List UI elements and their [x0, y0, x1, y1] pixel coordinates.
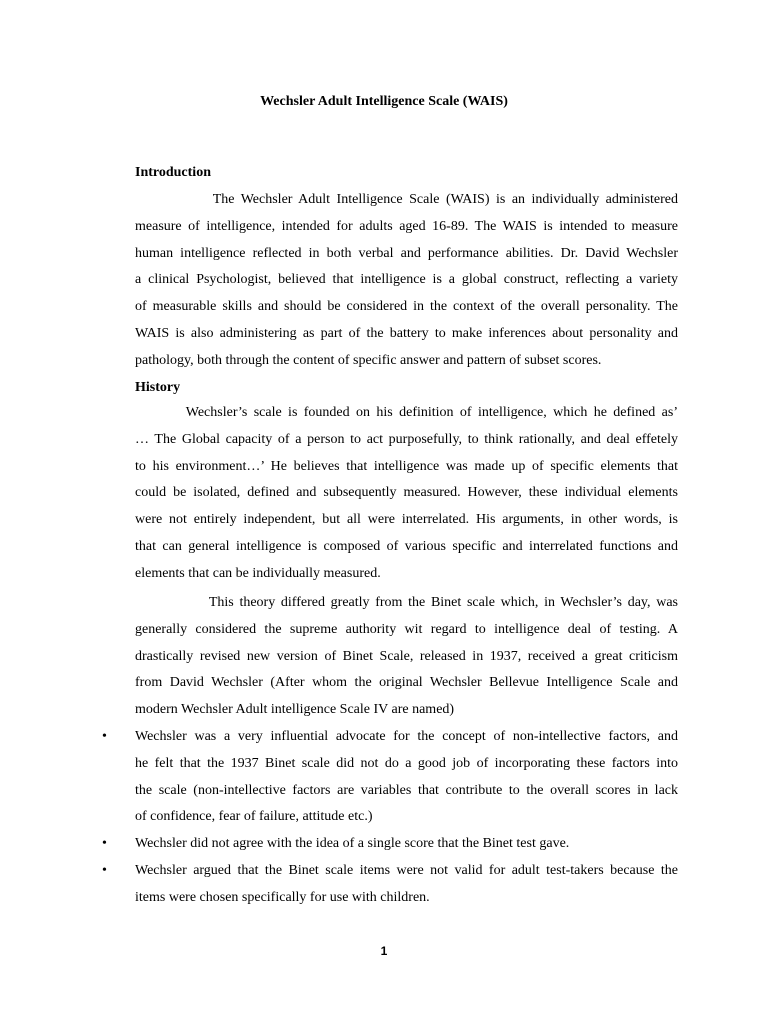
text-line: pathology, both through the content of specific answer and pattern of subset scores. — [135, 352, 602, 368]
text-line: WAIS is also administering as part of the battery to make inferences about personality and — [135, 325, 678, 341]
bullet-marker: • — [102, 862, 107, 878]
text-line: … The Global capacity of a person to act purposefully, to think rationally, and deal effetely — [135, 431, 678, 447]
list-item — [0, 724, 678, 831]
section-heading-history: History — [135, 380, 181, 395]
text-line: were not entirely independent, but all were interrelated. His arguments, in other words, is — [135, 512, 678, 528]
introduction-paragraph — [135, 187, 678, 375]
history-bullet-list — [0, 724, 768, 912]
list-item — [0, 858, 678, 912]
text-line: human intelligence reflected in both verbal and performance abilities. Dr. David Wechsler — [135, 245, 678, 261]
bullet-text — [135, 858, 678, 912]
text-line: generally considered the supreme authority wit regard to intelligence deal of testing. A — [135, 621, 678, 637]
text-line: Wechsler argued that the Binet scale items were not valid for adult test-takers because the — [135, 862, 678, 878]
text-line: measure of intelligence, intended for adults aged 16-89. The WAIS is intended to measure — [135, 218, 678, 234]
history-paragraph-2 — [135, 590, 678, 724]
text-line: of measurable skills and should be considered in the context of the overall personality. The — [135, 299, 678, 315]
document-title: Wechsler Adult Intelligence Scale (WAIS) — [260, 94, 508, 109]
text-line: This theory differed greatly from the Binet scale which, in Wechsler’s day, was — [135, 595, 678, 610]
history-paragraph-1 — [135, 400, 678, 588]
text-line: modern Wechsler Adult intelligence Scale IV are named) — [135, 702, 455, 718]
page-number: 1 — [380, 944, 388, 958]
text-line: elements that can be individually measured. — [135, 565, 381, 581]
bullet-marker: • — [102, 729, 107, 744]
text-line: could be isolated, defined and subsequently measured. However, these individual elements — [135, 485, 678, 501]
list-item — [0, 831, 678, 858]
text-line: of confidence, fear of failure, attitude etc.) — [135, 809, 373, 825]
bullet-text — [135, 724, 678, 831]
text-line: the scale (non-intellective factors are variables that contribute to the overall scores in lack — [135, 782, 678, 798]
text-line: items were chosen specifically for use with children. — [135, 889, 430, 905]
bullet-text — [135, 831, 678, 858]
text-line: he felt that the 1937 Binet scale did not do a good job of incorporating these factors into — [135, 755, 678, 771]
text-line: The Wechsler Adult Intelligence Scale (WAIS) is an individually administered — [135, 192, 678, 207]
section-heading-introduction: Introduction — [135, 165, 211, 180]
text-line: that can general intelligence is composed of various specific and interrelated functions and — [135, 538, 678, 554]
bullet-marker: • — [102, 836, 107, 852]
text-line: a clinical Psychologist, believed that intelligence is a global construct, reflecting a variety — [135, 272, 678, 288]
text-line: Wechsler was a very influential advocate for the concept of non-intellective factors, and — [135, 729, 678, 744]
text-line: to his environment…’ He believes that intelligence was made up of specific elements that — [135, 458, 678, 474]
text-line: drastically revised new version of Binet Scale, released in 1937, received a great criticism — [135, 648, 678, 664]
text-line: Wechsler did not agree with the idea of a single score that the Binet test gave. — [135, 836, 570, 852]
text-line: from David Wechsler (After whom the original Wechsler Bellevue Intelligence Scale and — [135, 675, 678, 691]
text-line: Wechsler’s scale is founded on his definition of intelligence, which he defined as’ — [135, 405, 678, 420]
